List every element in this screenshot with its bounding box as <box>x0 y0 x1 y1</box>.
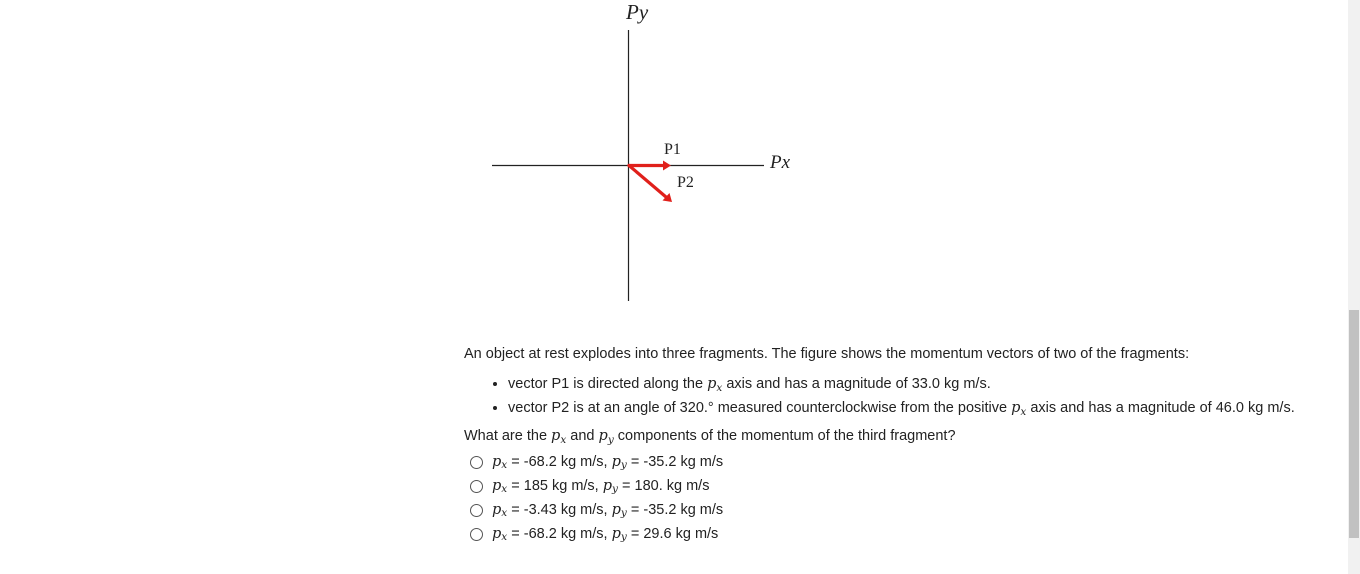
answer-option-2[interactable]: p x = 185 kg m/s, p y = 180. kg m/s <box>470 474 1324 498</box>
scrollbar-thumb[interactable] <box>1349 310 1359 538</box>
option-py-value: 180. kg m/s <box>634 477 710 494</box>
option-px-value: -68.2 kg m/s, <box>523 525 608 542</box>
answer-option-1[interactable]: p x = -68.2 kg m/s, p y = -35.2 kg m/s <box>470 450 1324 474</box>
px-symbol: p <box>707 376 717 392</box>
vector-p2-arrow <box>629 166 672 203</box>
given-p2: • vector P2 is at an angle of 320.° measured counterclockwise from the positive $p_x$ axis and has a magnitude of 46.0 kg m/s. <box>508 397 1324 421</box>
radio-button[interactable] <box>470 504 483 517</box>
option-py-value: 29.6 kg m/s <box>643 525 719 542</box>
problem-content <box>464 343 1324 546</box>
question-text: What are the $p_x$ and $p_y$ components of the momentum of the third fragment? <box>464 428 956 446</box>
answer-option-4[interactable]: p x = -68.2 kg m/s, p y = 29.6 kg m/s <box>470 522 1324 546</box>
momentum-figure <box>0 0 900 320</box>
answer-options <box>470 450 1324 546</box>
option-px-value: -3.43 kg m/s, <box>523 501 608 518</box>
option-py-value: -35.2 kg m/s <box>643 453 724 470</box>
problem-intro: An object at rest explodes into three fragments. The figure shows the momentum vectors of two of the fragments: <box>464 346 1190 362</box>
y-axis-label: Py <box>626 0 649 24</box>
option-py-value: -35.2 kg m/s <box>643 501 724 518</box>
vector-p1-label: P1 <box>664 141 681 158</box>
given-list <box>464 373 1324 421</box>
radio-button[interactable] <box>470 456 483 469</box>
given-p1: • vector P1 is directed along the $p_x$ axis and has a magnitude of 33.0 kg m/s. <box>508 373 1324 397</box>
px-symbol: p <box>1011 400 1021 416</box>
option-px-value: -68.2 kg m/s, <box>523 453 608 470</box>
answer-option-3[interactable]: p x = -3.43 kg m/s, p y = -35.2 kg m/s <box>470 498 1324 522</box>
x-axis-label: Px <box>770 152 791 173</box>
vector-p2-label: P2 <box>677 174 694 191</box>
radio-button[interactable] <box>470 528 483 541</box>
option-px-value: 185 kg m/s, <box>523 477 599 494</box>
radio-button[interactable] <box>470 480 483 493</box>
